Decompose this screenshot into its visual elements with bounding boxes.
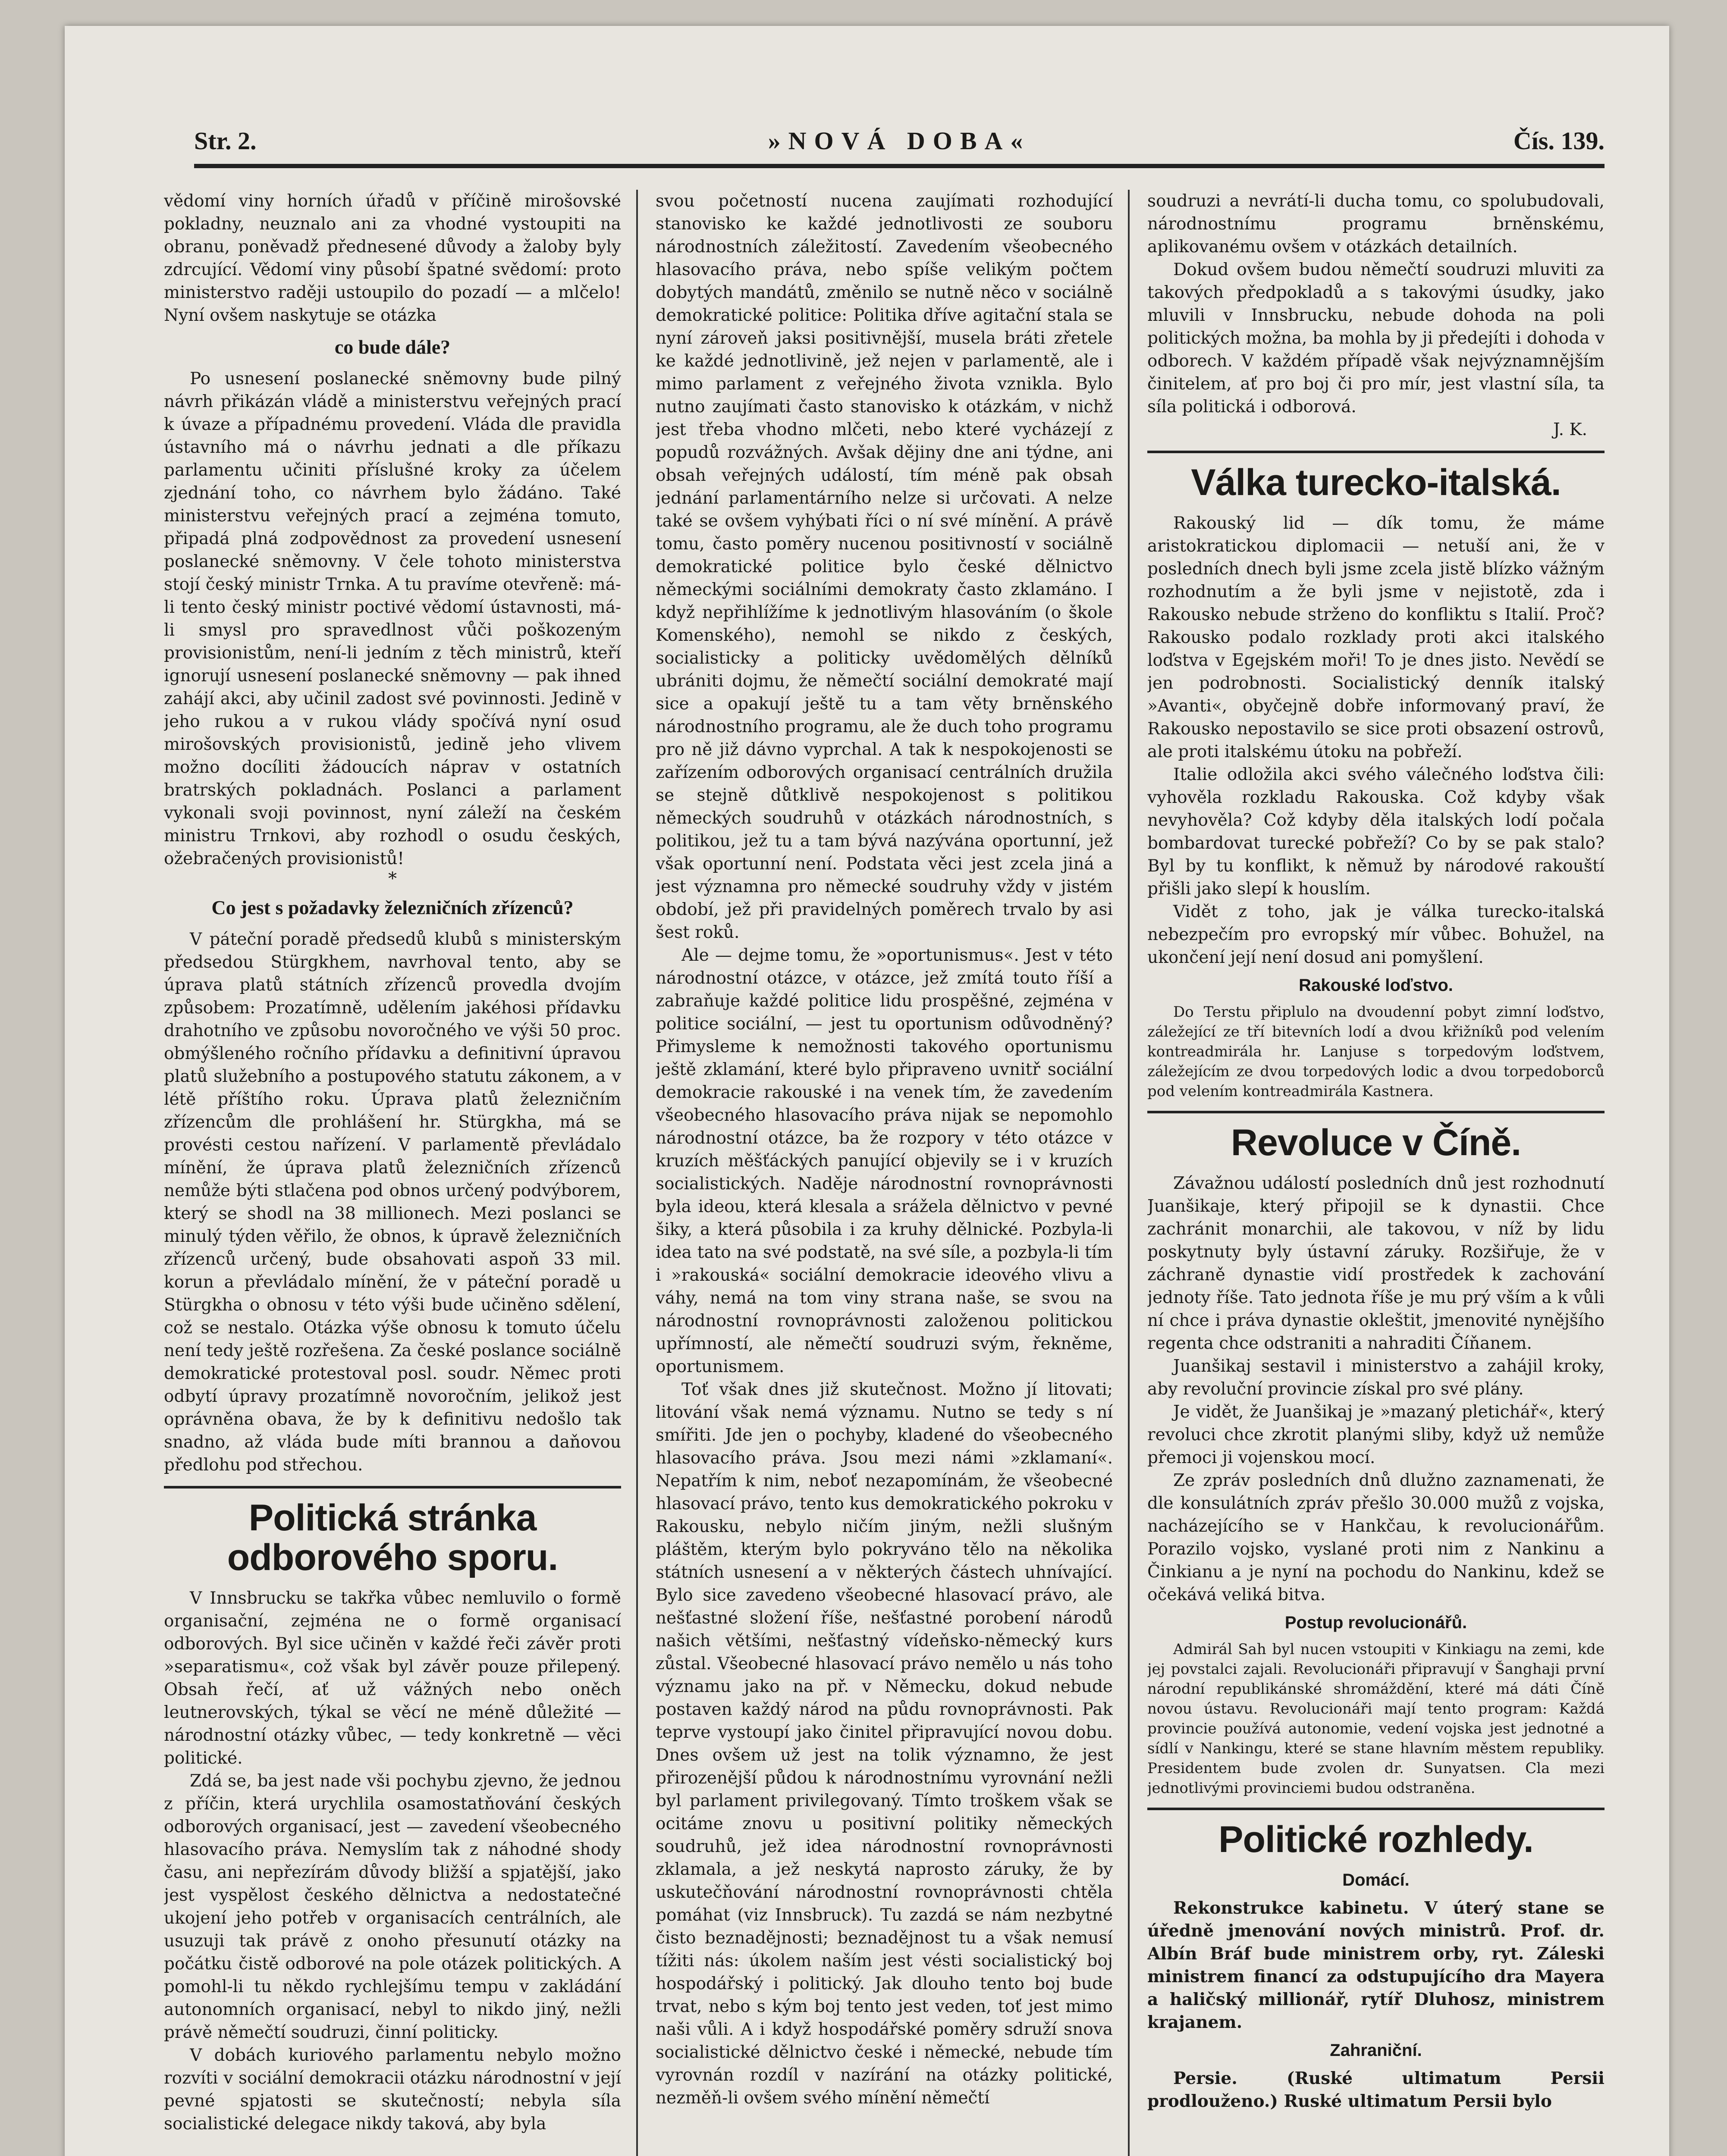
author-signature: J. K.	[1553, 420, 1587, 439]
column-2	[656, 190, 1113, 2156]
section-subheading: Postup revolucionářů.	[1284, 1613, 1467, 1632]
article-paragraph: Do Terstu připlulo na dvoudenní pobyt zimní loďstvo, záležející ze tří bitevních lodí a dvou křižníků pod velením kontreadmirála hr. Lanjuse s torpedovým loďstvem, záležejícím ze dvou torpedových lodic a dvou torpedoborců pod velením kontreadmirála Kastnera.	[1147, 1003, 1605, 1100]
article-paragraph: Vidět z toho, jak je válka turecko-italská nebezpečím pro evropský mír vůbec. Bohužel, na ukončení její není dosud ani pomyšlení.	[1147, 902, 1605, 967]
newspaper-page	[65, 26, 1669, 2156]
article-paragraph: Ale — dejme tomu, že »oportunismus«. Jest v této národnostní otázce, v otázce, jež zmítá touto říší a zabraňuje každé politice lidu prospěšné, zejména v politice sociální, — jest tu oportunism odůvodněný? Přimysleme k nemožnosti takového oportunismu ještě zklamání, které bylo připraveno uvnitř sociální demokracie rakouské i na venek tím, že zavedením všeobecného hlasovacího práva nijak se nepomohlo národnostní otázce, ba že rozpory v této otázce v kruzích měšťáckých panující objevily se i v kruzích socialistických. Naděje národnostní rovnoprávnosti byla ideou, která klesala a srážela dělnictvo v pevné šiky, a která působila i za kruhy dělnické. Pozbyla-li idea tato na své podstatě, na své síle, a pozbyla-li tím i »rakouská« sociální demokracie ideového vlivu a váhy, nemá na tom viny strana naše, se svou na národnostní rovnoprávnosti založenou politickou upřímností, ale němečtí soudruzi svým, řekněme, oportunismem.	[656, 946, 1113, 1376]
article-headline: Válka turecko-italská.	[1191, 462, 1561, 503]
section-subheading: Rakouské loďstvo.	[1299, 976, 1453, 995]
article-paragraph: Persie. (Ruské ultimatum Persii prodlouženo.) Ruské ultimatum Persii bylo	[1147, 2068, 1605, 2111]
article-headline: Politická stránka odborového sporu.	[227, 1497, 558, 1578]
article-paragraph: Závažnou událostí posledních dnů jest rozhodnutí Juanšikaje, který připojil se k dynastii. Chce zachránit monarchii, ale takovou, v níž by lidu poskytnuty byly ústavní záruky. Rozšiřuje, že v záchraně dynastie vidí prostředek k zachování jednoty říše. Tato jednota říše je mu prý vším a k vůli ní chce i práva dynastie okleštit, jmenovité nynějšího regenta chce odstraniti a nahraditi Číňanem.	[1147, 1174, 1605, 1353]
article-headline: Revoluce v Číně.	[1231, 1122, 1521, 1163]
column-divider	[1128, 190, 1130, 2156]
article-paragraph: V páteční poradě předsedů klubů s ministerským předsedou Stürgkhem, navrhoval tento, aby se úprava platů státních zřízenců provedla dvojím způsobem: Prozatímně, udělením jakéhosi přídavku drahotního ve způsobu novoročného ve výši 50 proc. obmýšleného ročního přídavku a definitivní úpravou platů služebního a postupového statutu zákonem, a v létě příštího roku. Úprava platů železničním zřízencům dle prohlášení hr. Stürgkha, má se provésti cestou nařízení. V parlamentě převládalo mínění, že úprava platů železničních zřízenců nemůže býti stlačena pod obnos určený podvýborem, který se shodl na 38 millionech. Mezi poslanci se minulý týden věřilo, že obnos, k úpravě železničních zřízenců určený, bude obsahovati aspoň 33 mil. korun a převládalo mínění, že v páteční poradě u Stürgkha o obnosu v této výši bude učiněno sdělení, což se nestalo. Otázka výše obnosu k tomuto účelu není tedy ještě rozřešena. Za české poslance sociálně demokratické protestoval posl. soudr. Němec proti odbytí úpravy prozatímně novoročním, jelikož jest oprávněna obava, že by k definitivu nedošlo tak snadno, až vláda bude míti brannou a daňovou předlohu pod střechou.	[164, 930, 621, 1475]
article-paragraph: Admirál Sah byl nucen vstoupiti v Kinkiagu na zemi, kde jej povstalci zajali. Revolucionáři připravují v Šanghaji první národní republikánské shromáždění, které má dáti Číně novou ústavu. Revolucionáři mají tento program: Každá provincie používá autonomie, vedení vojska jest jednotné a sídlí v Nankingu, které se stane hlavním městem republiky. Presidentem bude zvolen dr. Sunyatsen. Cla mezi jednotlivými provinciemi budou odstraněna.	[1147, 1641, 1605, 1797]
page-header	[194, 103, 1605, 168]
section-subheading: Domácí.	[1342, 1871, 1410, 1890]
column-3	[1147, 190, 1605, 2156]
article-paragraph: Je vidět, že Juanšikaj je »mazaný pletichář«, který revoluci chce zkrotit planými sliby, když už nemůže přemoci ji vojenskou mocí.	[1147, 1402, 1605, 1467]
article-paragraph: Juanšikaj sestavil i ministerstvo a zahájil kroky, aby revoluční provincie získal pro své plány.	[1147, 1357, 1605, 1399]
section-subheading: Co jest s požadavky železničních zřízenců?	[211, 896, 574, 918]
masthead-title: »NOVÁ DOBA«	[768, 127, 1031, 155]
article-paragraph: vědomí viny horních úřadů v příčině mirošovské pokladny, neuznalo ani za vhodné vystoupiti na obranu, poněvadž přednesené důvody a žaloby byly zdrcující. Vědomí viny působí špatné svědomí: proto ministerstvo raději ustoupilo do pozadí — a mlčelo! Nyní ovšem naskytuje se otázka	[164, 191, 621, 325]
article-paragraph: Italie odložila akci svého válečného loďstva čili: vyhověla rozkladu Rakouska. Což kdyby však nevyhověla? Což kdyby děla italských lodí počala bombardovat turecké pobřeží? Co by se pak stalo? Byl by tu konflikt, k němuž by národové rakouští přišli jako slepí k houslím.	[1147, 765, 1605, 899]
article-divider	[1147, 451, 1605, 453]
article-paragraph: V Innsbrucku se takřka vůbec nemluvilo o formě organisační, zejména ne o formě organisací odborových. Byl sice učiněn v každé řeči závěr proti »separatismu«, což však byl závěr pouze přilepený. Obsah řečí, ať už vážných nebo oněch leutnerovských, týkal se věcí ne méně důležité — národnostní otázky vůbec, — tedy konkretně — věci politické.	[164, 1589, 621, 1768]
article-paragraph: svou početností nucena zaujímati rozhodující stanovisko ke každé jednotlivosti ze souboru národnostních záležitostí. Zavedením všeobecného hlasovacího práva, nebo spíše velikým počtem dobytých mandátů, změnilo se nutně něco v sociálně demokratické politice: Politika dříve agitační stala se nyní zároveň jaksi positivnější, musela bráti zřetele ke každé jednotlivině, jež nejen v parlamentě, ale i mimo parlament z veřejného života vznikla. Bylo nutno zaujímati často stanovisko k otázkám, v nichž jest třeba vhodno mlčeti, nebo které vycházejí z popudů rozvážných. Avšak dějiny dne ani týdne, ani obsah veřejných událostí, tím méně pak obsah jednání parlamentárního nelze si určovati. A nelze také se ovšem vyhýbati říci o ní své mínění. A právě tomu, často poměry nucenou positivností v sociálně demokratické politice bylo české dělnictvo německými sociálními demokraty často zklamáno. I když nepřihlížíme k jednotlivým hlasováním (o škole Komenského), nemohl se nikdo z českých, socialisticky a politicky uvědomělých dělníků ubrániti dojmu, že němečtí sociální demokraté mají sice a opakují ještě tu a tam věty brněnského národnostního programu, ale že duch toho programu pro ně již dávno vyprchal. A tak k nespokojenosti se zařízením odborových organisací centrálních družila se stejně důtklivě nespokojenost s politikou německých soudruhů v otázkách národnostních, s politikou, jež tu a tam bývá nazývána oportunní, jež však oportunní není. Podstata věci jest zcela jiná a jest významna pro německé soudruhy vždy v jistém období, jež při pravidelných poměrech trvalo by asi šest roků.	[656, 191, 1113, 942]
article-headline: Politické rozhledy.	[1218, 1819, 1533, 1860]
article-paragraph: Ze zpráv posledních dnů dlužno zaznamenati, že dle konsulátních zpráv přešlo 30.000 mužů z vojska, nacházejícího se v Hankčau, k revolucionářům. Porazilo vojsko, vyslané proti nim z Nankinu a Činkianu a je nyní na pochodu do Nankinu, kdež se očekává veliká bitva.	[1147, 1471, 1605, 1604]
article-paragraph: Toť však dnes již skutečnost. Možno jí litovati; litování však nemá významu. Nutno se tedy s ní smířiti. Jde jen o pochyby, kladené do všeobecného hlasovacího práva. Jsou mezi námi »zklamaní«. Nepatřím k nim, neboť nezapomínám, že všeobecné hlasovací právo, tento kus demokratického pokroku v Rakousku, nebylo ničím jiným, nežli slušným pláštěm, kterým bylo pokryváno tělo na několika státních usnesení a v některých částech uhnívající. Bylo sice zavedeno všeobecné hlasovací právo, ale nešťastné složení říše, nešťastné porobení národů našich většími, nešťastný vídeňsko-německý kurs zůstal. Všeobecné hlasovací právo nemělo u nás toho významu jako na př. v Německu, dokud nebude postaven každý národ na půdu rovnoprávnosti. Pak teprve vystoupí jako činitel připravující novou dobu. Dnes ovšem už jest na tolik významno, že jest přirozenější půdou k národnostnímu vyrovnání nežli byl parlament privilegovaný. Tímto troškem však se ocitáme znovu u positivní politiky německých soudruhů, jež idea národnostní rovnoprávnosti zklamala, a jež neskytá naprosto záruky, že by uskutečňování národnostní rovnoprávnosti chtěla pomáhat (viz Innsbruck). Tu zazdá se nám nezbytné čisto beznadějnosti; beznadějnost tu a však nemusí tížiti nás: úkolem naším jest vésti socialistický boj hospodářský i politický. Jak dlouho tento boj bude trvat, nebo s kým boj tento jest veden, toť jest mimo naši vůli. A i když hospodářské poměry sdruží snova socialistické dělnictvo české i německé, nebude tím vyrovnán rozdíl v nazírání na otázky politické, nezměň-li ovšem svého mínění němečtí	[656, 1380, 1113, 2108]
article-paragraph: soudruzi a nevrátí-li ducha tomu, co spolubudovali, národnostnímu programu brněnskému, aplikovanému ovšem v otázkách detailních.	[1147, 191, 1605, 257]
article-paragraph: Po usnesení poslanecké sněmovny bude pilný návrh přikázán vládě a ministerstvu veřejných prací k úvaze a případnému provedení. Vláda dle pravidla ústavního má o návrhu jednati a dle příkazu parlamentu učiniti příslušné kroky za účelem zjednání toho, co návrhem bylo žádáno. Také ministerstvu veřejných prací a zejména tomuto, připadá plná zodpovědnost za provedení usnesení poslanecké sněmovny. V čele tohoto ministerstva stojí český ministr Trnka. A tu pravíme otevřeně: má-li tento český ministr poctivé vědomí ústavnosti, má-li smysl pro spravedlnost vůči poškozeným provisionistům, není-li jedním z těch ministrů, kteří ignorují usnesení poslanecké sněmovny — pak ihned zahájí akci, aby učinil zadost své povinnosti. Jedině v jeho rukou a v rukou vlády spočívá nyní osud mirošovských provisionistů, jedině jeho vlivem možno docíliti žádoucích náprav v ostatních bratrských pokladnách. Poslanci a parlament vykonali svoji povinnost, nyní záleží na českém ministru Trnkovi, aby rozhodl o osudu českých, ožebračených provisionistů!	[164, 369, 621, 868]
page-number: Str. 2.	[194, 127, 257, 155]
article-divider	[1147, 1111, 1605, 1113]
column-1	[164, 190, 621, 2156]
section-subheading: co bude dále?	[334, 336, 451, 358]
article-paragraph: Zdá se, ba jest nade vši pochybu zjevno, že jednou z příčin, která urychlila osamostatňování českých odborových organisací, jest — zavedení všeobecného hlasovacího práva. Nemyslím tak z náhodné shody času, ani nepřezírám důvody bližší a spjatější, jako jest vyspělost českého dělnictva a nedostatečné ukojení jeho potřeb v organisacích centrálních, ale usuzuji tak právě z onoho přesunutí otázky na počátku čistě odborové na pole otázek politických. A pomohl-li tu někdo rychlejšímu tempu v zakládání autonomních organisací, nebyl to nikdo jiný, nežli právě němečtí soudruzi, činní politicky.	[164, 1771, 621, 2042]
article-paragraph: Dokud ovšem budou němečtí soudruzi mluviti za takových předpokladů a s takovými úsudky, jako mluvili v Innsbrucku, nebude dohoda na poli politických možna, ba mohla by ji předejíti i dohoda v odborech. V každém případě však nejvýznamnějším činitelem, ať pro boj či pro mír, jest vlastní síla, ta síla politická i odborová.	[1147, 260, 1605, 417]
section-subheading: Zahraniční.	[1330, 2041, 1422, 2060]
article-divider	[164, 1486, 621, 1489]
article-paragraph: Rekonstrukce kabinetu. V úterý stane se úředně jmenování nových ministrů. Prof. dr. Albín Bráf bude ministrem orby, ryt. Záleski ministrem financí za odstupujícího dra Mayera a haličský millionář, rytíř Dluhosz, ministrem krajanem.	[1147, 1898, 1605, 2032]
article-paragraph: V dobách kuriového parlamentu nebylo možno rozvíti v sociální demokracii otázku národnostní v její pevné spjatosti se skutečností; nebyla síla socialistické delegace nikdy taková, aby byla	[164, 2046, 621, 2134]
issue-number: Čís. 139.	[1513, 127, 1605, 155]
article-divider	[1147, 1808, 1605, 1810]
section-separator: *	[388, 869, 397, 889]
article-paragraph: Rakouský lid — dík tomu, že máme aristokratickou diplomacii — netuší ani, že v posledních dnech byli jsme zcela jistě blízko vážným rozhodnutím a že byli jsme v nejistotě, zda i Rakousko nebude strženo do konfliktu s Italií. Proč? Rakousko podalo rozklady proti akci italského loďstva v Egejském moři! To je dnes jisto. Nevědí se jen podrobnosti. Socialistický denník italský »Avanti«, obyčejně dobře informovaný praví, že Rakousko nepostavilo se sice proti obsazení ostrovů, ale proti italskému útoku na pobřeží.	[1147, 514, 1605, 761]
column-divider	[636, 190, 638, 2156]
